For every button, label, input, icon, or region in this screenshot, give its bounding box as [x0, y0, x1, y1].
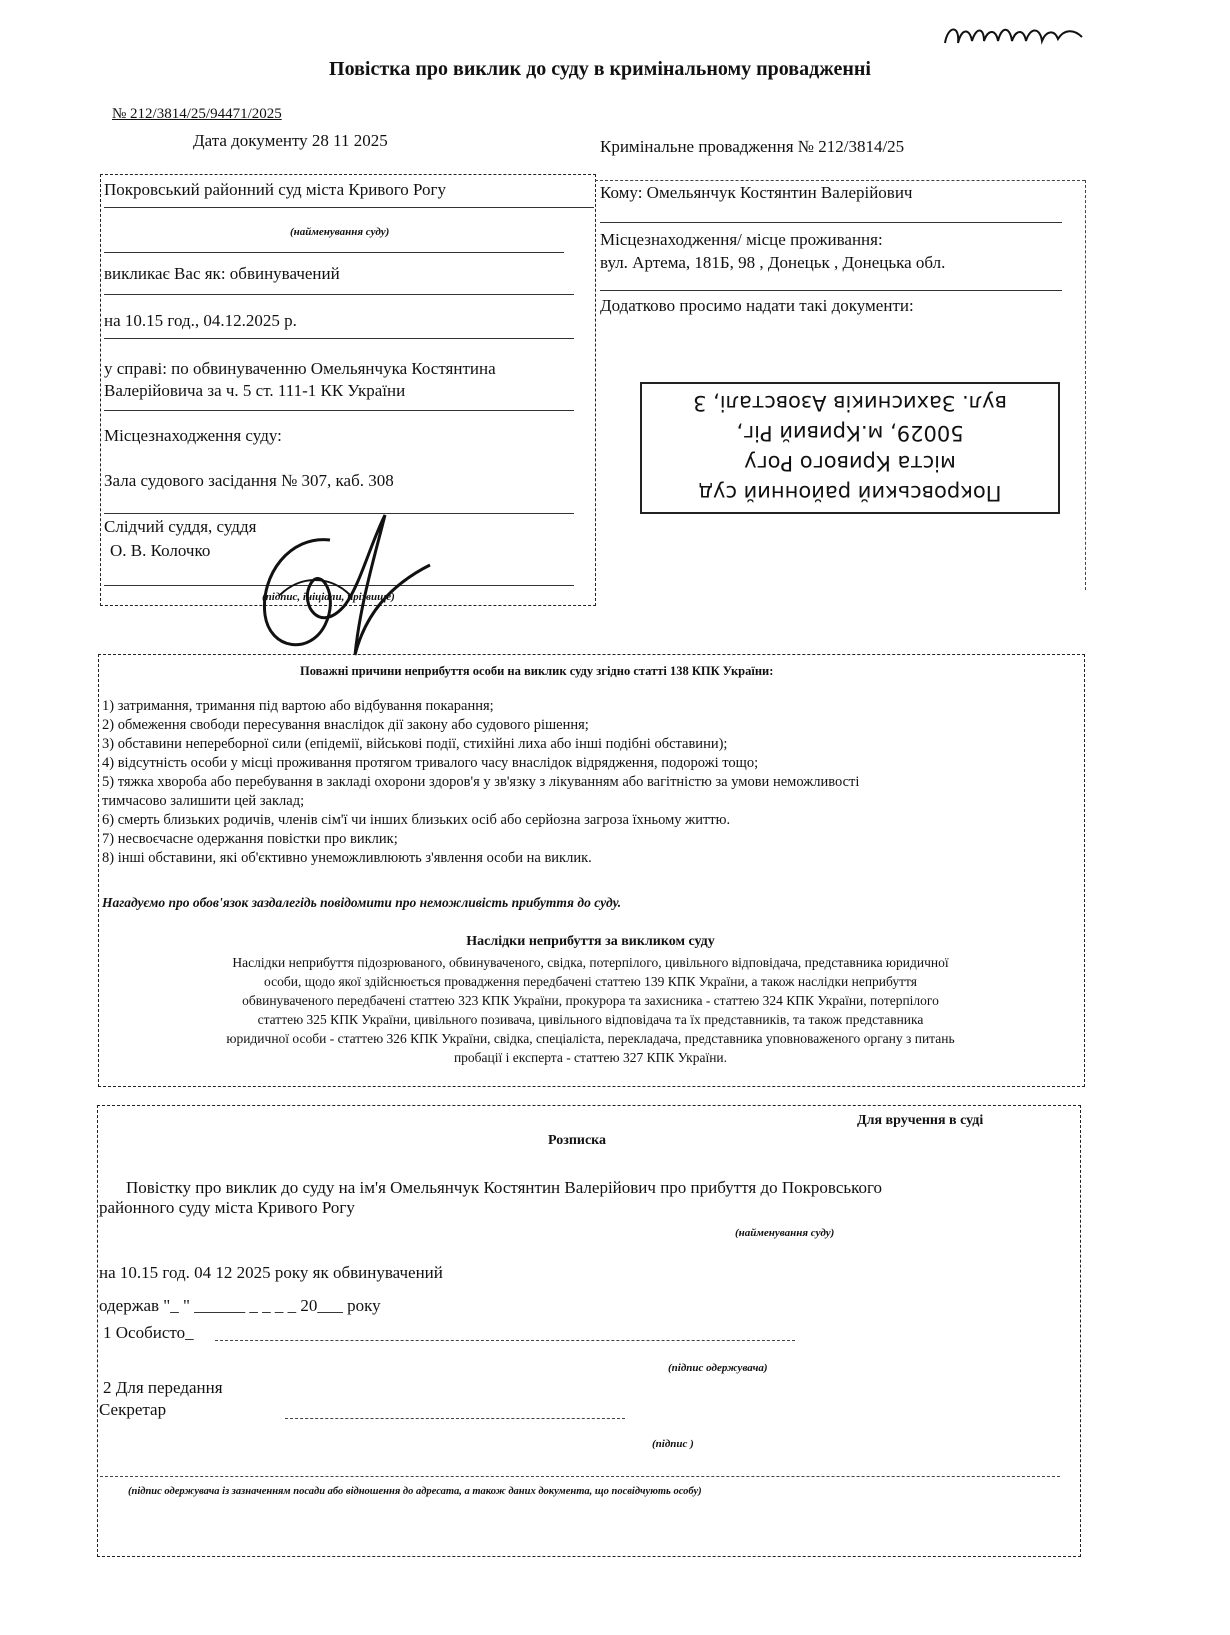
consequences-line: Наслідки неприбуття підозрюваного, обвинуваченого, свідка, потерпілого, цивільного відповідача, представника юридичної	[232, 955, 949, 970]
receipt-line1: Повістку про виклик до суду на ім'я Омельянчук Костянтин Валерійович про прибуття до Покровського	[126, 1178, 883, 1197]
reason-item: 7) несвоєчасне одержання повістки про виклик;	[102, 831, 398, 847]
judge-label: Слідчий суддя, суддя	[104, 517, 257, 536]
receipt-footer-caption: (підпис одержувача із зазначенням посади або відношення до адресата, а також даних документа, що посвідчують особу)	[128, 1486, 702, 1497]
recipient-address: вул. Артема, 181Б, 98 , Донецьк , Донецька обл.	[600, 253, 946, 272]
recipient: Кому: Омельянчук Костянтин Валерійович	[600, 183, 913, 202]
summons-role: викликає Вас як: обвинувачений	[104, 264, 340, 283]
consequences-line: особи, щодо якої здійснюється провадження передбачені статтею 139 КПК України, а також наслідки неприбуття	[264, 974, 917, 989]
reasons-heading: Поважні причини неприбуття особи на виклик суду згідно статті 138 КПК України:	[300, 664, 774, 678]
reasons-list	[102, 697, 859, 868]
case-number: Кримінальне провадження № 212/3814/25	[600, 137, 905, 156]
residence-label: Місцезнаходження/ місце проживання:	[600, 230, 883, 249]
for-court-label: Для вручення в суді	[857, 1113, 984, 1128]
document-title: Повістка про виклик до суду в кримінальному провадженні	[329, 58, 871, 80]
hearing-time: на 10.15 год., 04.12.2025 р.	[104, 311, 297, 330]
case-matter-line2: Валерійовича за ч. 5 ст. 111-1 КК України	[104, 381, 406, 400]
court-stamp	[640, 382, 1060, 514]
reason-item: 2) обмеження свободи пересування внаслідок дії закону або судового рішення;	[102, 717, 589, 733]
consequences-line: статтею 325 КПК України, цивільного позивача, цивільного відповідача та їх представників, та також представника	[257, 1012, 924, 1027]
reason-item: 6) смерть близьких родичів, членів сім'ї чи інших близьких осіб або серйозна загроза їхньому життю.	[102, 812, 731, 828]
court-location-label: Місцезнаходження суду:	[104, 426, 282, 445]
consequences-heading: Наслідки неприбуття за викликом суду	[466, 934, 715, 949]
court-name: Покровський районний суд міста Кривого Рогу	[104, 180, 447, 199]
receipt-time: на 10.15 год. 04 12 2025 року як обвинувачений	[99, 1263, 443, 1282]
consequences-line: пробації і експерта - статтею 327 КПК України.	[453, 1050, 728, 1065]
additional-documents-label: Додатково просимо надати такі документи:	[600, 296, 914, 315]
receipt-line2: районного суду міста Кривого Рогу	[99, 1198, 355, 1217]
recipient-signature-caption: (підпис одержувача)	[668, 1362, 768, 1374]
reason-item: 4) відсутність особи у місці проживання протягом тривалого часу внаслідок відрядження, подорожі тощо;	[102, 755, 759, 771]
personally-label: 1 Особисто_	[103, 1323, 194, 1342]
for-transfer-label: 2 Для передання	[103, 1378, 223, 1397]
receipt-court-caption: (найменування суду)	[735, 1227, 835, 1239]
document-date: Дата документу 28 11 2025	[193, 131, 388, 150]
signature-caption-secretary: (підпис )	[652, 1438, 694, 1450]
courtroom: Зала судового засідання № 307, каб. 308	[104, 471, 394, 490]
summons-number: № 212/3814/25/94471/2025	[112, 106, 282, 122]
reason-item: 8) інші обставини, які об'єктивно унеможливлюють з'явлення особи на виклик.	[102, 850, 592, 866]
stamp-line3: 50029, м.Кривий Ріг,	[736, 421, 964, 445]
reason-item: 1) затримання, тримання під вартою або відбування покарання;	[102, 698, 494, 714]
case-matter-line1: у справі: по обвинуваченню Омельянчука Костянтина	[104, 359, 496, 378]
received-date-field[interactable]: одержав "_ " ______ _ _ _ _ 20___ року	[99, 1296, 381, 1315]
stamp-line4: вул. Захисників Азовсталі, 3	[693, 391, 1007, 415]
reason-item: тимчасово залишити цей заклад;	[102, 793, 305, 809]
reason-item: 5) тяжка хвороба або перебування в закладі охорони здоров'я у зв'язку з лікуванням або вагітністю за умови неможливості	[102, 774, 860, 790]
court-name-caption: (найменування суду)	[290, 226, 390, 238]
reminder-text: Нагадуємо про обов'язок заздалегідь повідомити про неможливість прибуття до суду.	[102, 895, 622, 910]
secretary-label: Секретар	[99, 1400, 167, 1419]
handwritten-note-scribble	[940, 15, 1090, 55]
consequences-line: юридичної особи - статтею 326 КПК України, свідка, спеціаліста, перекладача, представника уповноваженого органу з питань	[226, 1031, 955, 1046]
stamp-line2: міста Кривого Рогу	[744, 451, 956, 475]
reason-item: 3) обставини непереборної сили (епідемії, військові події, стихійні лиха або інші подібні обставини);	[102, 736, 728, 752]
judge-name: О. В. Колочко	[110, 541, 211, 560]
judge-signature	[250, 505, 450, 665]
stamp-line1: Покровський районний суд	[698, 481, 1002, 505]
signature-caption: (підпис, ініціали, прізвище)	[262, 591, 395, 603]
receipt-heading: Розписка	[548, 1133, 607, 1148]
consequences-line: обвинуваченого передбачені статтею 323 КПК України, прокурора та захисника - статтею 324 КПК України, потерпілого	[242, 993, 939, 1008]
consequences-text	[98, 953, 1083, 1067]
